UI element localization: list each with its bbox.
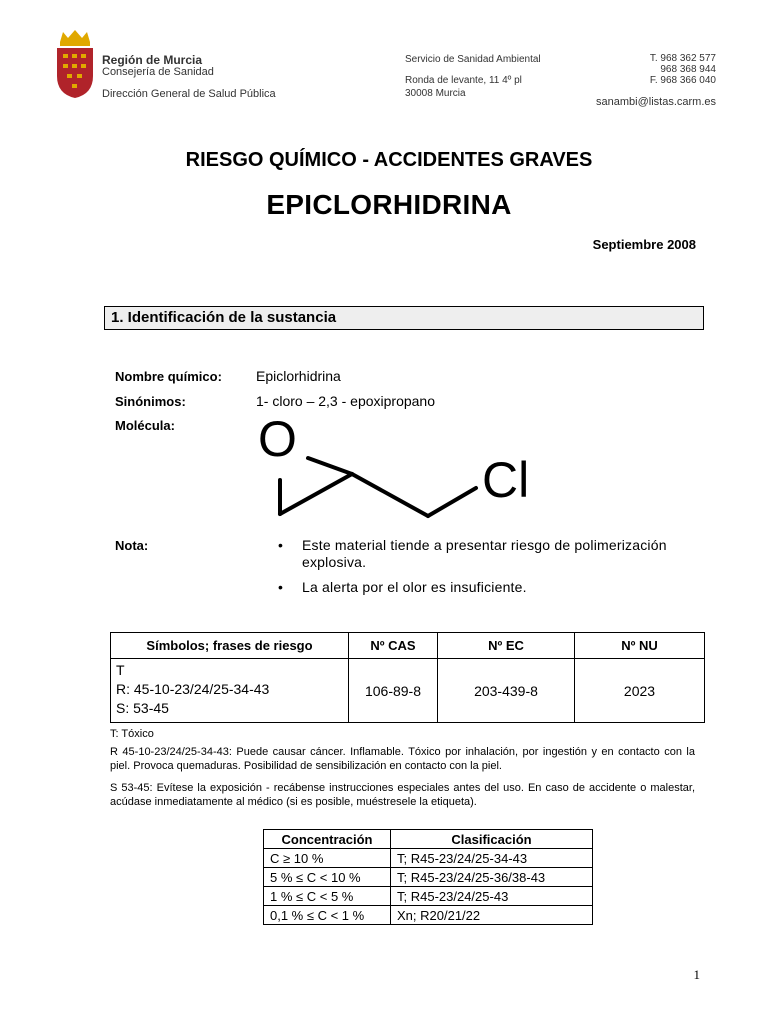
table-row [264, 868, 593, 887]
phone-fax: F. 968 366 040 [649, 75, 716, 86]
note-list [276, 537, 706, 604]
concentration-cell: 0,1 % ≤ C < 1 % [264, 906, 391, 925]
service-name: Servicio de Sanidad Ambiental [405, 54, 541, 65]
symbol-s: S: 53-45 [116, 700, 169, 716]
service-address [405, 53, 541, 100]
table-row [264, 906, 593, 925]
note-item: • Este material tiende a presentar riesgo de polimerización explosiva. [276, 537, 706, 571]
chlorine-atom: Cl [482, 452, 530, 508]
org-name: Región de Murcia [102, 53, 203, 67]
sinonimos-label: Sinónimos: [115, 394, 186, 409]
table-row [264, 849, 593, 868]
concentration-cell: C ≥ 10 % [264, 849, 391, 868]
nu-value: 2023 [575, 659, 705, 723]
sinonimos-value: 1- cloro – 2,3 - epoxipropano [256, 393, 435, 409]
symbol-r: R: 45-10-23/24/25-34-43 [116, 681, 270, 697]
header-cas: Nº CAS [349, 633, 438, 659]
page-number: 1 [693, 967, 700, 982]
header-ec: Nº EC [438, 633, 575, 659]
s-phrases-explanation: S 53-45: Evítese la exposición - recábense instrucciones especiales antes del uso. En caso de accidente o malestar, acúdase inmediatamente al médico (si es posible, muéstresele la etiqueta). [110, 782, 695, 808]
header-symbols: Símbolos; frases de riesgo [111, 633, 349, 659]
section-heading [104, 306, 704, 330]
nombre-value: Epiclorhidrina [256, 368, 341, 384]
toxic-explanation: T: Tóxico [110, 728, 154, 740]
org-department: Consejería de Sanidad [102, 66, 214, 78]
address-line-1: Ronda de levante, 11 4º pl [405, 75, 522, 86]
header-nu: Nº NU [575, 633, 705, 659]
phone-t: T. 968 362 577 [649, 53, 716, 64]
nota-label: Nota: [115, 538, 149, 553]
risk-table [110, 632, 705, 723]
concentration-table [263, 829, 593, 925]
symbols-cell [111, 659, 349, 723]
org-directorate: Dirección General de Salud Pública [102, 88, 276, 100]
classification-cell: T; R45-23/24/25-36/38-43 [391, 868, 593, 887]
nombre-label: Nombre químico: [115, 369, 222, 384]
table-row [264, 887, 593, 906]
header-clasificacion: Clasificación [391, 830, 593, 849]
classification-cell: T; R45-23/24/25-43 [391, 887, 593, 906]
address-line-2: 30008 Murcia [405, 88, 466, 99]
symbol-t: T [116, 662, 125, 678]
concentration-cell: 5 % ≤ C < 10 % [264, 868, 391, 887]
ec-value: 203-439-8 [438, 659, 575, 723]
cas-value: 106-89-8 [349, 659, 438, 723]
phone-2: 968 368 944 [660, 64, 716, 75]
r-phrases-explanation: R 45-10-23/24/25-34-43: Puede causar cáncer. Inflamable. Tóxico por inhalación, por ingestión y en contacto con la piel. Provoca quemaduras. Posibilidad de sensibilización en contacto con la piel. [110, 746, 695, 772]
note-item: • La alerta por el olor es insuficiente. [276, 579, 706, 596]
section-heading-text: 1. Identificación de la sustancia [111, 309, 337, 326]
molecula-label: Molécula: [115, 418, 175, 433]
oxygen-atom: O [258, 414, 297, 467]
email-address: sanambi@listas.carm.es [596, 96, 716, 108]
concentration-cell: 1 % ≤ C < 5 % [264, 887, 391, 906]
substance-title: EPICLORHIDRINA [266, 189, 512, 220]
document-date: Septiembre 2008 [592, 237, 696, 252]
phone-block [600, 53, 716, 86]
molecule-structure [258, 414, 548, 524]
header-concentracion: Concentración [264, 830, 391, 849]
classification-cell: Xn; R20/21/22 [391, 906, 593, 925]
region-murcia-logo [54, 28, 96, 100]
classification-cell: T; R45-23/24/25-34-43 [391, 849, 593, 868]
document-title: RIESGO QUÍMICO - ACCIDENTES GRAVES [185, 149, 593, 171]
